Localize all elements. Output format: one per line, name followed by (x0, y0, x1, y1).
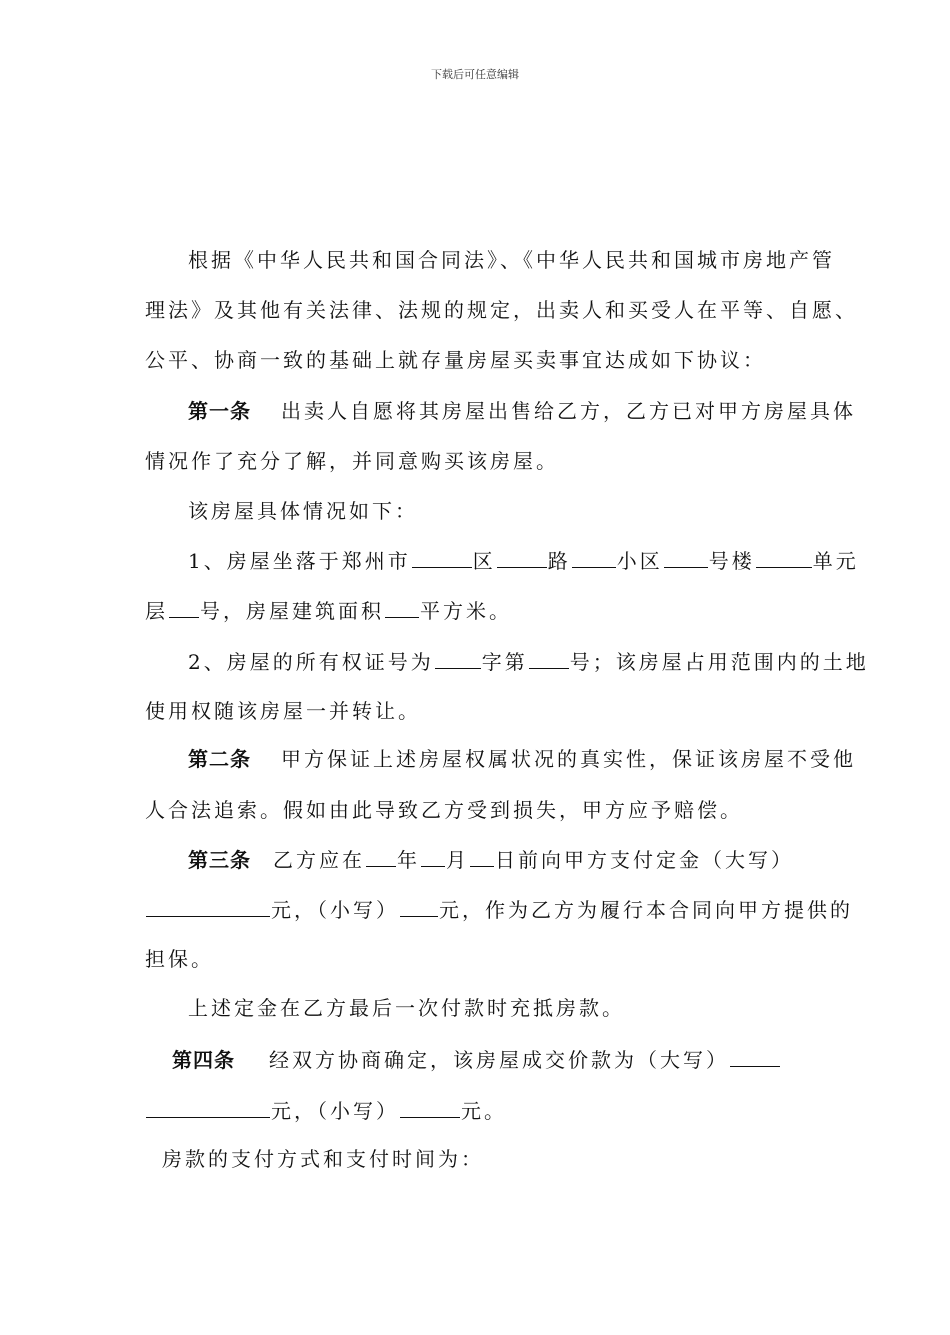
month-label: 月 (446, 848, 469, 872)
article-3-line-3: 担保。 (145, 947, 214, 971)
area-label: 号，房屋建筑面积 (200, 599, 384, 623)
district-label: 区 (472, 549, 496, 573)
preamble-line-1: 根据《中华人民共和国合同法》、《中华人民共和国城市房地产管 (188, 248, 835, 272)
preamble-line-3: 公平、协商一致的基础上就存量房屋买卖事宜达成如下协议： (145, 348, 766, 372)
certificate-word-blank (435, 648, 481, 669)
certificate-number-label: 号；该房屋占用范围内的土地 (569, 650, 869, 674)
community-blank (572, 547, 616, 568)
deposit-uppercase-blank (146, 896, 270, 917)
article-1-text-1: 出卖人自愿将其房屋出售给乙方，乙方已对甲方房屋具体 (281, 399, 856, 423)
article-4-title: 第四条 (172, 1048, 235, 1072)
article-1-intro: 该房屋具体情况如下： (188, 499, 418, 523)
item-1-line-1 (188, 547, 859, 574)
district-blank (412, 547, 472, 568)
article-3-line-1 (188, 846, 794, 873)
item-1-line-2 (145, 597, 512, 624)
building-label: 号楼 (708, 549, 755, 573)
floor-label: 层 (145, 599, 168, 623)
article-3-title: 第三条 (188, 848, 251, 872)
deposit-uppercase-label: 日前向甲方支付定金（大写） (495, 848, 794, 872)
article-3-line-4: 上述定金在乙方最后一次付款时充抵房款。 (188, 996, 625, 1020)
article-2-line-1 (188, 746, 856, 772)
article-1-title: 第一条 (188, 399, 251, 423)
deposit-year-blank (366, 846, 396, 867)
price-uppercase-blank-1 (730, 1046, 780, 1067)
article-4-line-1 (172, 1046, 781, 1073)
certificate-number-blank (529, 648, 569, 669)
deposit-lowercase-blank (400, 896, 438, 917)
unit-label: 单元 (812, 549, 859, 573)
article-2-title: 第二条 (188, 747, 251, 771)
deposit-before-label: 乙方应在 (273, 848, 365, 872)
deposit-lowercase-label: 元，（小写） (271, 898, 399, 922)
article-4-line-3: 房款的支付方式和支付时间为： (162, 1147, 484, 1171)
area-unit: 平方米。 (420, 599, 512, 623)
preamble-line-2: 理法》及其他有关法律、法规的规定，出卖人和买受人在平等、自愿、 (145, 298, 858, 322)
certificate-word-label: 字第 (481, 650, 528, 674)
area-blank (385, 597, 419, 618)
certificate-label: 2、房屋的所有权证号为 (188, 650, 434, 674)
unit-blank (756, 547, 812, 568)
price-lowercase-label: 元，（小写） (271, 1099, 399, 1123)
deposit-day-blank (470, 846, 494, 867)
building-blank (664, 547, 708, 568)
price-uppercase-label: 经双方协商确定，该房屋成交价款为（大写） (269, 1048, 729, 1072)
article-2-text-1: 甲方保证上述房屋权属状况的真实性，保证该房屋不受他 (281, 747, 856, 771)
article-1-line-2: 情况作了充分了解，并同意购买该房屋。 (145, 449, 559, 473)
article-3-line-2 (145, 896, 853, 923)
community-label: 小区 (616, 549, 663, 573)
article-2-line-2: 人合法追索。假如由此导致乙方受到损失，甲方应予赔偿。 (145, 798, 743, 822)
article-4-line-2 (145, 1097, 507, 1124)
item-2-line-2: 使用权随该房屋一并转让。 (145, 699, 421, 723)
road-label: 路 (547, 549, 571, 573)
year-label: 年 (397, 848, 420, 872)
article-1-line-1 (188, 398, 856, 424)
page-header-note: 下载后可任意编辑 (431, 68, 519, 81)
item-1-location-label: 1、房屋坐落于郑州市 (188, 549, 411, 573)
deposit-month-blank (421, 846, 445, 867)
price-lowercase-blank (400, 1097, 460, 1118)
deposit-purpose-text: 元，作为乙方为履行本合同向甲方提供的 (439, 898, 853, 922)
item-2-line-1 (188, 648, 869, 675)
road-blank (497, 547, 547, 568)
price-unit: 元。 (461, 1099, 507, 1123)
price-uppercase-blank-2 (146, 1097, 270, 1118)
number-blank (169, 597, 199, 618)
